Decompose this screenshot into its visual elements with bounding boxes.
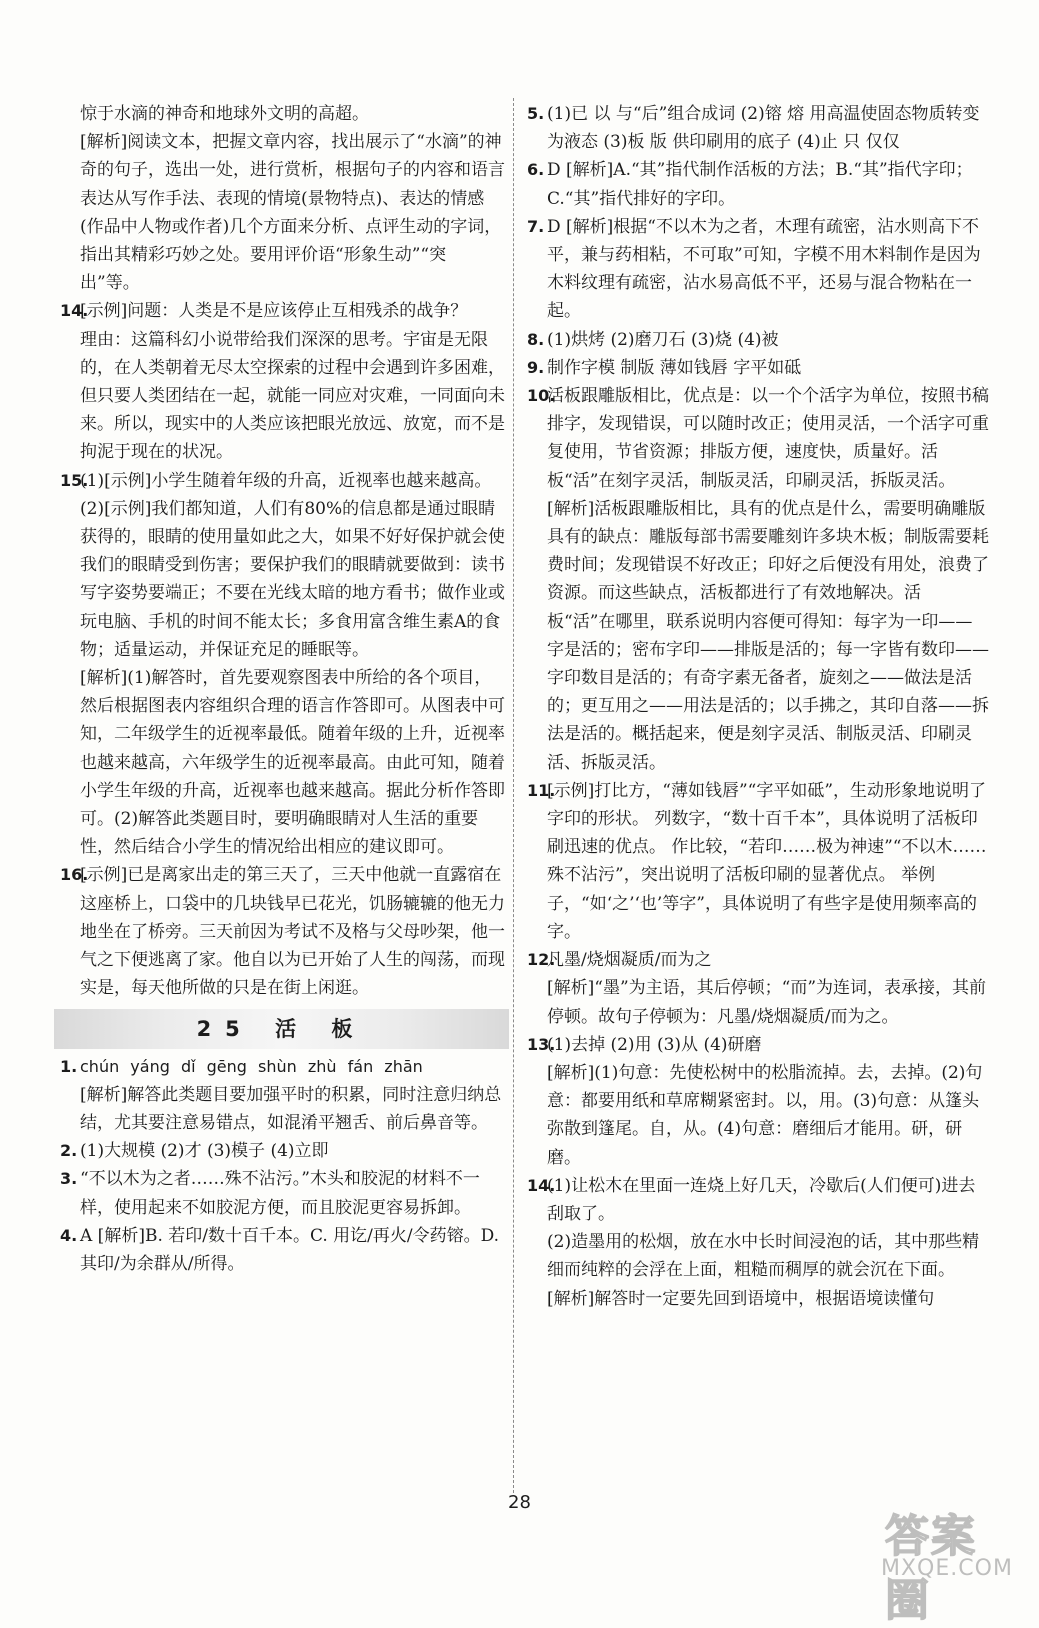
question-number: 5. [527,104,545,123]
answer-text: [示例]打比方，“薄如钱唇”“字平如砥”，生动形象地说明了字印的形状。 列数字，“数十百千本”，具体说明了活板印刷迅速的优点。 作比较，“若印……极为神速”“不以木……殊不沾污”，突出说明了活板印刷的显著优点。 举例子，“如‘之’‘也’等字”，具体说明了有些字是使用频率高的字。 [547,780,987,942]
section-question-3 [60,1165,505,1221]
analysis-text: [解析]“墨”为主语，其后停顿；“而”为连词，表承接，其前停顿。故句子停顿为：凡墨/烧烟凝质/而为之。 [547,978,987,1027]
question-number: 16. [60,865,89,885]
question-number: 13. [527,1034,556,1054]
section-question-4 [60,1222,505,1278]
question-number: 9. [527,357,545,377]
question-number: 7. [527,216,545,236]
analysis-text: [解析]解答此类题目要加强平时的积累，同时注意归纳总结，尤其要注意易错点，如混淆平翘舌、前后鼻音等。 [80,1084,502,1133]
answer-text: A [解析]B. 若印/数十百千本。C. 用讫/再火/令药镕。D. 其印/为余群从/所得。 [80,1225,500,1274]
question-number: 15. [60,470,89,490]
answer-text: “不以木为之者……殊不沾污。”木头和胶泥的材料不一样，使用起来不如胶泥方便，而且胶泥更容易拆卸。 [80,1169,480,1218]
section-question-10 [527,382,989,777]
section-question-13 [527,1031,989,1172]
intro-text: 惊于水滴的神奇和地球外文明的高超。 [80,104,369,124]
section-heading [54,1009,509,1049]
section-question-14 [527,1172,989,1313]
analysis-text: [解析](1)解答时，首先要观察图表中所给的各个项目，然后根据图表内容组织合理的语言作答即可。从图表中可知，二年级学生的近视率最低。随着年级的上升，近视率也越来越高，六年级学生的近视率最高。由此可知，随着小学生年级的升高，近视率也越来越高。据此分析作答即可。(2)解答此类题目时，要明确眼睛对人生活的重要性，然后结合小学生的情况给出相应的建议即可。 [80,668,505,858]
section-question-11 [527,777,989,946]
answer-text: 活板跟雕版相比，优点是：以一个个活字为单位，按照书稿排字，发现错误，可以随时改正；使用灵活，一个活字可重复使用，节省资源；排版方便，速度快，质量好。活板“活”在刻字灵活，制版灵活，印刷灵活，拆版灵活。 [547,386,989,491]
question-15 [60,467,505,862]
question-16 [60,861,505,1002]
answer-text: (2)[示例]我们都知道，人们有80%的信息都是通过眼睛获得的，眼睛的使用量如此之大，如果不好好保护就会使我们的眼睛受到伤害；要保护我们的眼睛就要做到：读书写字姿势要端正；不要在光线太暗的地方看书；做作业或玩电脑、手机的时间不能太长；多食用富含维生素A的食物；适量运动，并保证充足的睡眠等。 [80,498,505,660]
answer-text: (1)大规模 (2)才 (3)模子 (4)立即 [80,1141,329,1162]
right-column [527,100,989,1313]
watermark-text: 答案圈 [885,1511,977,1626]
answer-text: (1)[示例]小学生随着年级的升高，近视率也越来越高。 [80,470,492,491]
answer-text: 凡墨/烧烟凝质/而为之 [547,950,712,971]
section-question-7 [527,213,989,326]
question-number: 10. [527,386,556,406]
analysis-text: [解析]解答时一定要先回到语境中，根据语境读懂句 [547,1288,935,1309]
answer-text: (1)已 以 与“后”组合成词 (2)镕 熔 用高温使固态物质转变为液态 (3)板 版 供印刷用的底子 (4)止 只 仅仅 [547,104,980,153]
answer-text: D [解析]根据“不以木为之者，木理有疏密，沾水则高下不平，兼与药相粘，不可取”可知，字模不用木料制作是因为木料纹理有疏密，沾水易高低不平，还易与混合物粘在一起。 [547,216,981,322]
intro-analysis: [解析]阅读文本，把握文章内容，找出展示了“水滴”的神奇的句子，选出一处，进行赏析，根据句子的内容和语言表达从写作手法、表现的情境(景物特点)、表达的情感(作品中人物或作者)几个方面来分析、点评生动的字词，指出其精彩巧妙之处。要用评价语“形象生动”“突出”等。 [80,132,505,294]
question-number: 12. [527,950,556,970]
question-number: 11. [527,780,556,800]
intro-block [60,100,505,297]
analysis-text: [解析](1)句意：先使松树中的松脂流掉。去，去掉。(2)句意：都要用纸和草席糊紧密封。以，用。(3)句意：从篷头弥散到篷尾。自，从。(4)句意：磨细后才能用。研，研磨。 [547,1062,983,1168]
question-14 [60,297,505,466]
question-number: 3. [60,1169,78,1189]
column-divider [513,98,514,1493]
question-number: 14. [60,301,89,321]
answer-text: [示例]问题：人类是不是应该停止互相残杀的战争？ [80,301,468,322]
analysis-text: [解析]活板跟雕版相比，具有的优点是什么，需要明确雕版具有的缺点：雕版每部书需要雕刻许多块木板；制版需要耗费时间；发现错误不好改正；印好之后便没有用处，浪费了资源。而这些缺点，活板都进行了有效地解决。活板“活”在哪里，联系说明内容便可得知：每字为一印——字是活的；密布字印——排版是活的；每一字皆有数印——字印数目是活的；有奇字素无备者，旋刻之——做法是活的；更互用之——用法是活的；以手拂之，其印自落——拆法是活的。概括起来，便是刻字灵活、制版灵活、印刷灵活、拆版灵活。 [547,498,989,773]
page-number: 28 [508,1492,531,1513]
answer-text: (1)烘烤 (2)磨刀石 (3)烧 (4)被 [547,329,779,350]
answer-text: (2)造墨用的松烟，放在水中长时间浸泡的话，其中那些精细而纯粹的会浮在上面，粗糙而稠厚的就会沉在下面。 [547,1232,980,1281]
left-column [60,100,505,1278]
question-number: 4. [60,1225,78,1245]
section-number: 25 [196,1016,254,1041]
answer-text: (1)让松木在里面一连烧上好几天，冷歇后(人们便可)进去刮取了。 [547,1175,976,1224]
answer-text: [示例]已是离家出走的第三天了，三天中他就一直露宿在这座桥上，口袋中的几块钱早已花光，饥肠辘辘的他无力地坐在了桥旁。三天前因为考试不及格与父母吵架，他一气之下便逃离了家。他自以为已开始了人生的闯荡，而现实是，每天他所做的只是在街上闲逛。 [80,865,505,999]
pinyin-answer: chún yáng dǐ gēng shùn zhù fán zhān [80,1056,423,1076]
question-number: 8. [527,329,545,349]
section-title: 活 板 [275,1016,367,1041]
watermark-logo [875,1500,1015,1626]
section-question-5 [527,100,989,156]
question-number: 6. [527,160,545,180]
answer-text: 理由：这篇科幻小说带给我们深深的思考。宇宙是无限的，在人类朝着无尽太空探索的过程中会遇到许多困难，但只要人类团结在一起，就能一同应对灾难，一同面向未来。所以，现实中的人类应该把眼光放远、放宽，而不是拘泥于现在的状况。 [80,329,505,463]
watermark-url: MXQE.COM [881,1556,1013,1581]
section-question-2 [60,1137,505,1165]
section-question-6 [527,156,989,212]
answer-text: 制作字模 制版 薄如钱唇 字平如砥 [547,357,802,378]
section-question-8 [527,326,989,354]
section-question-12 [527,946,989,1031]
question-number: 14. [527,1175,556,1195]
section-question-1 [60,1053,505,1138]
answer-text: (1)去掉 (2)用 (3)从 (4)研磨 [547,1034,762,1055]
section-question-9 [527,354,989,382]
answer-text: D [解析]A.“其”指代制作活板的方法；B.“其”指代字印；C.“其”指代排好的字印。 [547,160,973,209]
question-number: 2. [60,1141,78,1161]
question-number: 1. [60,1056,78,1076]
